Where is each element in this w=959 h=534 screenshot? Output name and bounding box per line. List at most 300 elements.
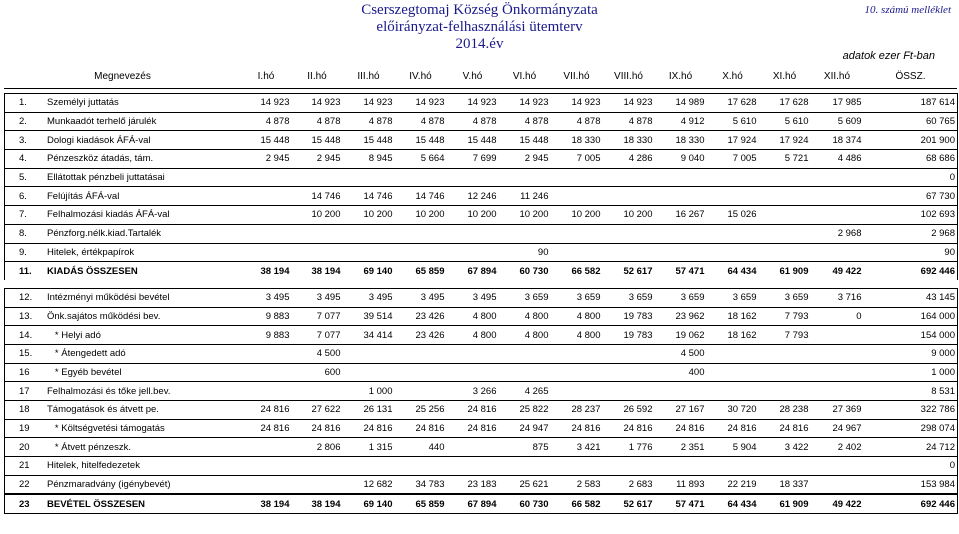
month-cell: 14 923 (343, 94, 395, 113)
table-row (5, 206, 958, 225)
month-cell: 14 923 (241, 94, 292, 113)
month-cell (603, 187, 655, 206)
spacer-cell (5, 280, 958, 289)
total-cell: 0 (864, 168, 958, 187)
month-cell (551, 224, 603, 243)
month-cell (655, 187, 707, 206)
table-row (5, 326, 958, 345)
month-cell: 2 806 (292, 438, 343, 457)
month-cell: 14 923 (603, 94, 655, 113)
month-cell (447, 438, 499, 457)
month-cell (655, 457, 707, 476)
month-cell: 7 005 (551, 150, 603, 169)
month-cell: 24 816 (447, 419, 499, 438)
table-row (5, 150, 958, 169)
month-cell: 15 448 (499, 131, 551, 150)
header-divider (4, 88, 957, 89)
month-cell (551, 187, 603, 206)
table-row (5, 94, 958, 113)
month-cell (241, 457, 292, 476)
month-cell: 1 315 (343, 438, 395, 457)
spacer-row (5, 280, 958, 289)
month-cell (551, 168, 603, 187)
month-cell (603, 344, 655, 363)
month-cell (811, 206, 864, 225)
row-name: Támogatások és átvett pe. (47, 404, 159, 416)
month-cell (603, 457, 655, 476)
row-label (5, 187, 241, 206)
row-name: Felújítás ÁFÁ-val (47, 190, 120, 202)
row-index: 9. (19, 246, 27, 258)
month-cell: 4 878 (343, 112, 395, 131)
month-cell: 26 131 (343, 401, 395, 420)
month-cell: 25 621 (499, 475, 551, 494)
row-index: 3. (19, 134, 27, 146)
month-cell: 66 582 (551, 262, 603, 280)
month-cell (759, 224, 811, 243)
month-cell: 23 426 (395, 326, 447, 345)
month-cell: 25 256 (395, 401, 447, 420)
month-cell (499, 224, 551, 243)
month-cell (707, 382, 759, 401)
month-cell (241, 438, 292, 457)
month-cell (292, 475, 343, 494)
month-cell: 38 194 (292, 262, 343, 280)
month-cell (759, 382, 811, 401)
unit-label: adatok ezer Ft-ban (842, 50, 935, 62)
table-row (5, 494, 958, 513)
row-label (5, 112, 241, 131)
month-cell (655, 382, 707, 401)
month-cell (241, 382, 292, 401)
month-cell (241, 243, 292, 262)
row-index: 14. (19, 329, 33, 341)
month-cell (759, 243, 811, 262)
month-cell: 7 793 (759, 326, 811, 345)
month-cell: 52 617 (603, 262, 655, 280)
month-cell: 14 923 (447, 94, 499, 113)
row-name: Felhalmozási kiadás ÁFÁ-val (47, 209, 170, 221)
month-cell: 2 945 (241, 150, 292, 169)
month-cell: 24 816 (759, 419, 811, 438)
month-cell (707, 344, 759, 363)
month-cell: 38 194 (292, 494, 343, 513)
table-row (5, 288, 958, 307)
month-cell: 0 (811, 307, 864, 326)
month-cell: 24 816 (241, 401, 292, 420)
month-cell (292, 457, 343, 476)
row-label (5, 326, 241, 345)
month-cell: 10 200 (603, 206, 655, 225)
month-cell: 3 659 (759, 288, 811, 307)
month-cell: 24 967 (811, 419, 864, 438)
month-cell: 12 682 (343, 475, 395, 494)
month-cell: 4 800 (551, 326, 603, 345)
month-cell (447, 243, 499, 262)
column-header: V.hó (462, 70, 483, 82)
column-header: ÖSSZ. (895, 70, 926, 82)
month-cell: 10 200 (447, 206, 499, 225)
month-cell (811, 475, 864, 494)
month-cell: 3 495 (395, 288, 447, 307)
month-cell: 90 (499, 243, 551, 262)
row-name: Intézményi működési bevétel (47, 292, 170, 304)
month-cell (447, 457, 499, 476)
month-cell (343, 224, 395, 243)
month-cell (447, 344, 499, 363)
row-index: 11. (19, 265, 32, 277)
month-cell: 66 582 (551, 494, 603, 513)
month-cell (343, 243, 395, 262)
row-label (5, 243, 241, 262)
month-cell: 61 909 (759, 262, 811, 280)
total-cell: 692 446 (864, 494, 958, 513)
row-label (5, 494, 241, 513)
month-cell: 4 500 (292, 344, 343, 363)
row-label (5, 419, 241, 438)
month-cell: 34 414 (343, 326, 395, 345)
month-cell: 14 746 (343, 187, 395, 206)
month-cell (241, 475, 292, 494)
month-cell (707, 187, 759, 206)
annex-label: 10. számú melléklet (864, 4, 951, 16)
month-cell: 24 816 (241, 419, 292, 438)
month-cell: 15 448 (241, 131, 292, 150)
month-cell: 5 610 (759, 112, 811, 131)
month-cell: 4 500 (655, 344, 707, 363)
row-label (5, 94, 241, 113)
month-cell: 4 800 (447, 307, 499, 326)
month-cell: 19 062 (655, 326, 707, 345)
month-cell: 61 909 (759, 494, 811, 513)
row-label (5, 457, 241, 476)
month-cell: 23 962 (655, 307, 707, 326)
table-body (5, 85, 958, 514)
month-cell (292, 168, 343, 187)
month-cell: 18 374 (811, 131, 864, 150)
month-cell: 3 659 (707, 288, 759, 307)
title-plan: előirányzat-felhasználási ütemterv (376, 19, 583, 35)
month-cell: 38 194 (241, 262, 292, 280)
row-index: 2. (19, 116, 27, 128)
table-row (5, 168, 958, 187)
row-label (5, 131, 241, 150)
row-name: Pénzeszköz átadás, tám. (47, 153, 154, 165)
title-year: 2014.év (455, 36, 504, 52)
month-cell (811, 168, 864, 187)
table-row (5, 344, 958, 363)
row-name: KIADÁS ÖSSZESEN (47, 265, 138, 277)
month-cell: 1 776 (603, 438, 655, 457)
total-cell: 24 712 (864, 438, 958, 457)
column-header: VII.hó (563, 70, 590, 82)
month-cell: 18 162 (707, 326, 759, 345)
month-cell: 5 664 (395, 150, 447, 169)
month-cell: 10 200 (395, 206, 447, 225)
row-name: Munkaadót terhelő járulék (47, 116, 157, 128)
month-cell (343, 344, 395, 363)
table-row (5, 401, 958, 420)
month-cell: 27 369 (811, 401, 864, 420)
month-cell: 15 448 (395, 131, 447, 150)
month-cell: 49 422 (811, 262, 864, 280)
month-cell: 38 194 (241, 494, 292, 513)
month-cell: 4 800 (499, 326, 551, 345)
month-cell: 14 923 (292, 94, 343, 113)
month-cell: 17 628 (759, 94, 811, 113)
month-cell: 4 800 (551, 307, 603, 326)
budget-table (4, 67, 958, 514)
month-cell: 69 140 (343, 494, 395, 513)
total-cell: 0 (864, 457, 958, 476)
month-cell: 3 495 (241, 288, 292, 307)
month-cell: 5 721 (759, 150, 811, 169)
month-cell: 18 330 (551, 131, 603, 150)
month-cell: 4 878 (292, 112, 343, 131)
month-cell (759, 206, 811, 225)
month-cell: 5 610 (707, 112, 759, 131)
total-cell: 298 074 (864, 419, 958, 438)
month-cell: 15 448 (343, 131, 395, 150)
month-cell (499, 344, 551, 363)
month-cell (447, 224, 499, 243)
table-row (5, 243, 958, 262)
month-cell: 4 286 (603, 150, 655, 169)
month-cell (343, 363, 395, 382)
total-cell: 60 765 (864, 112, 958, 131)
month-cell (759, 457, 811, 476)
month-cell: 5 904 (707, 438, 759, 457)
column-header: I.hó (257, 70, 275, 82)
month-cell: 3 266 (447, 382, 499, 401)
month-cell: 60 730 (499, 262, 551, 280)
total-cell: 692 446 (864, 262, 958, 280)
month-cell: 24 816 (603, 419, 655, 438)
row-index: 19 (19, 423, 30, 435)
total-cell: 102 693 (864, 206, 958, 225)
table-row (5, 438, 958, 457)
total-cell: 43 145 (864, 288, 958, 307)
month-cell (655, 168, 707, 187)
row-name: * Helyi adó (47, 329, 101, 341)
row-index: 6. (19, 190, 27, 202)
month-cell (447, 363, 499, 382)
month-cell: 3 659 (551, 288, 603, 307)
month-cell: 4 878 (395, 112, 447, 131)
month-cell: 52 617 (603, 494, 655, 513)
month-cell: 60 730 (499, 494, 551, 513)
month-cell: 10 200 (343, 206, 395, 225)
month-cell: 12 246 (447, 187, 499, 206)
row-name: * Egyéb bevétel (47, 366, 122, 378)
month-cell: 24 816 (395, 419, 447, 438)
column-header: IX.hó (668, 70, 693, 82)
month-cell: 9 883 (241, 326, 292, 345)
month-cell (707, 224, 759, 243)
row-index: 18 (19, 404, 30, 416)
month-cell: 65 859 (395, 262, 447, 280)
column-header: XII.hó (823, 70, 851, 82)
month-cell: 39 514 (343, 307, 395, 326)
month-cell (292, 382, 343, 401)
month-cell: 28 237 (551, 401, 603, 420)
month-cell (811, 382, 864, 401)
row-index: 7. (19, 209, 27, 221)
month-cell: 600 (292, 363, 343, 382)
month-cell: 24 816 (655, 419, 707, 438)
row-label (5, 224, 241, 243)
month-cell: 3 495 (292, 288, 343, 307)
row-label (5, 150, 241, 169)
month-cell (241, 168, 292, 187)
title-municipality: Cserszegtomaj Község Önkormányzata (361, 2, 598, 18)
month-cell (292, 224, 343, 243)
month-cell: 9 040 (655, 150, 707, 169)
month-cell: 3 659 (603, 288, 655, 307)
row-label (5, 382, 241, 401)
month-cell: 24 816 (707, 419, 759, 438)
row-index: 21 (19, 460, 30, 472)
month-cell (655, 243, 707, 262)
month-cell (551, 363, 603, 382)
month-cell: 14 923 (551, 94, 603, 113)
month-cell: 2 583 (551, 475, 603, 494)
month-cell: 3 495 (447, 288, 499, 307)
month-cell: 30 720 (707, 401, 759, 420)
month-cell: 4 800 (499, 307, 551, 326)
month-cell: 2 945 (292, 150, 343, 169)
month-cell (759, 168, 811, 187)
month-cell (395, 457, 447, 476)
month-cell: 57 471 (655, 494, 707, 513)
month-cell (811, 344, 864, 363)
table-row (5, 363, 958, 382)
total-cell: 187 614 (864, 94, 958, 113)
month-cell: 2 351 (655, 438, 707, 457)
month-cell (759, 344, 811, 363)
row-name: * Átvett pénzeszk. (47, 441, 131, 453)
month-cell (395, 243, 447, 262)
column-header: IV.hó (409, 70, 432, 82)
column-header: III.hó (357, 70, 380, 82)
month-cell: 2 968 (811, 224, 864, 243)
total-cell: 322 786 (864, 401, 958, 420)
month-cell: 9 883 (241, 307, 292, 326)
month-cell: 57 471 (655, 262, 707, 280)
month-cell (759, 187, 811, 206)
table-row (5, 307, 958, 326)
table-row (5, 262, 958, 280)
row-name: Ellátottak pénzbeli juttatásai (47, 172, 165, 184)
total-cell: 154 000 (864, 326, 958, 345)
table-row (5, 475, 958, 494)
month-cell (811, 326, 864, 345)
month-cell (811, 187, 864, 206)
month-cell: 3 421 (551, 438, 603, 457)
table-row (5, 457, 958, 476)
month-cell (811, 457, 864, 476)
row-name: Önk.sajátos működési bev. (47, 310, 161, 322)
month-cell (241, 187, 292, 206)
row-label (5, 262, 241, 280)
row-name: Dologi kiadások ÁFÁ-val (47, 134, 151, 146)
month-cell: 23 426 (395, 307, 447, 326)
month-cell: 4 878 (447, 112, 499, 131)
month-cell: 7 005 (707, 150, 759, 169)
month-cell: 3 659 (499, 288, 551, 307)
month-cell: 10 200 (551, 206, 603, 225)
row-index: 1. (19, 97, 27, 109)
month-cell (551, 243, 603, 262)
month-cell: 4 878 (551, 112, 603, 131)
total-cell: 8 531 (864, 382, 958, 401)
month-cell: 5 609 (811, 112, 864, 131)
month-cell: 27 622 (292, 401, 343, 420)
month-cell: 4 878 (241, 112, 292, 131)
month-cell: 24 947 (499, 419, 551, 438)
month-cell (395, 382, 447, 401)
month-cell: 3 659 (655, 288, 707, 307)
row-label (5, 344, 241, 363)
row-label (5, 363, 241, 382)
month-cell: 4 878 (603, 112, 655, 131)
month-cell (603, 363, 655, 382)
row-index: 12. (19, 292, 33, 304)
table-row (5, 224, 958, 243)
month-cell: 18 330 (603, 131, 655, 150)
month-cell (603, 168, 655, 187)
month-cell: 17 985 (811, 94, 864, 113)
month-cell: 17 924 (707, 131, 759, 150)
month-cell: 14 923 (395, 94, 447, 113)
month-cell: 19 783 (603, 326, 655, 345)
month-cell: 10 200 (292, 206, 343, 225)
month-cell (551, 382, 603, 401)
month-cell: 17 628 (707, 94, 759, 113)
month-cell (655, 224, 707, 243)
month-cell: 18 330 (655, 131, 707, 150)
month-cell: 7 077 (292, 307, 343, 326)
row-label (5, 288, 241, 307)
total-cell: 153 984 (864, 475, 958, 494)
month-cell (707, 363, 759, 382)
month-cell (811, 243, 864, 262)
month-cell: 19 783 (603, 307, 655, 326)
month-cell: 26 592 (603, 401, 655, 420)
total-cell: 90 (864, 243, 958, 262)
row-name: * Költségvetési támogatás (47, 423, 165, 435)
row-index: 8. (19, 228, 27, 240)
month-cell: 3 716 (811, 288, 864, 307)
row-label (5, 206, 241, 225)
month-cell (603, 382, 655, 401)
table-row (5, 419, 958, 438)
row-name: * Átengedett adó (47, 348, 126, 360)
month-cell (395, 344, 447, 363)
month-cell: 22 219 (707, 475, 759, 494)
row-index: 13. (19, 310, 33, 322)
month-cell: 24 816 (551, 419, 603, 438)
month-cell: 11 246 (499, 187, 551, 206)
total-cell: 1 000 (864, 363, 958, 382)
month-cell (343, 168, 395, 187)
month-cell (241, 206, 292, 225)
month-cell: 2 683 (603, 475, 655, 494)
month-cell (241, 363, 292, 382)
column-header: II.hó (307, 70, 327, 82)
month-cell (395, 168, 447, 187)
month-cell (707, 243, 759, 262)
